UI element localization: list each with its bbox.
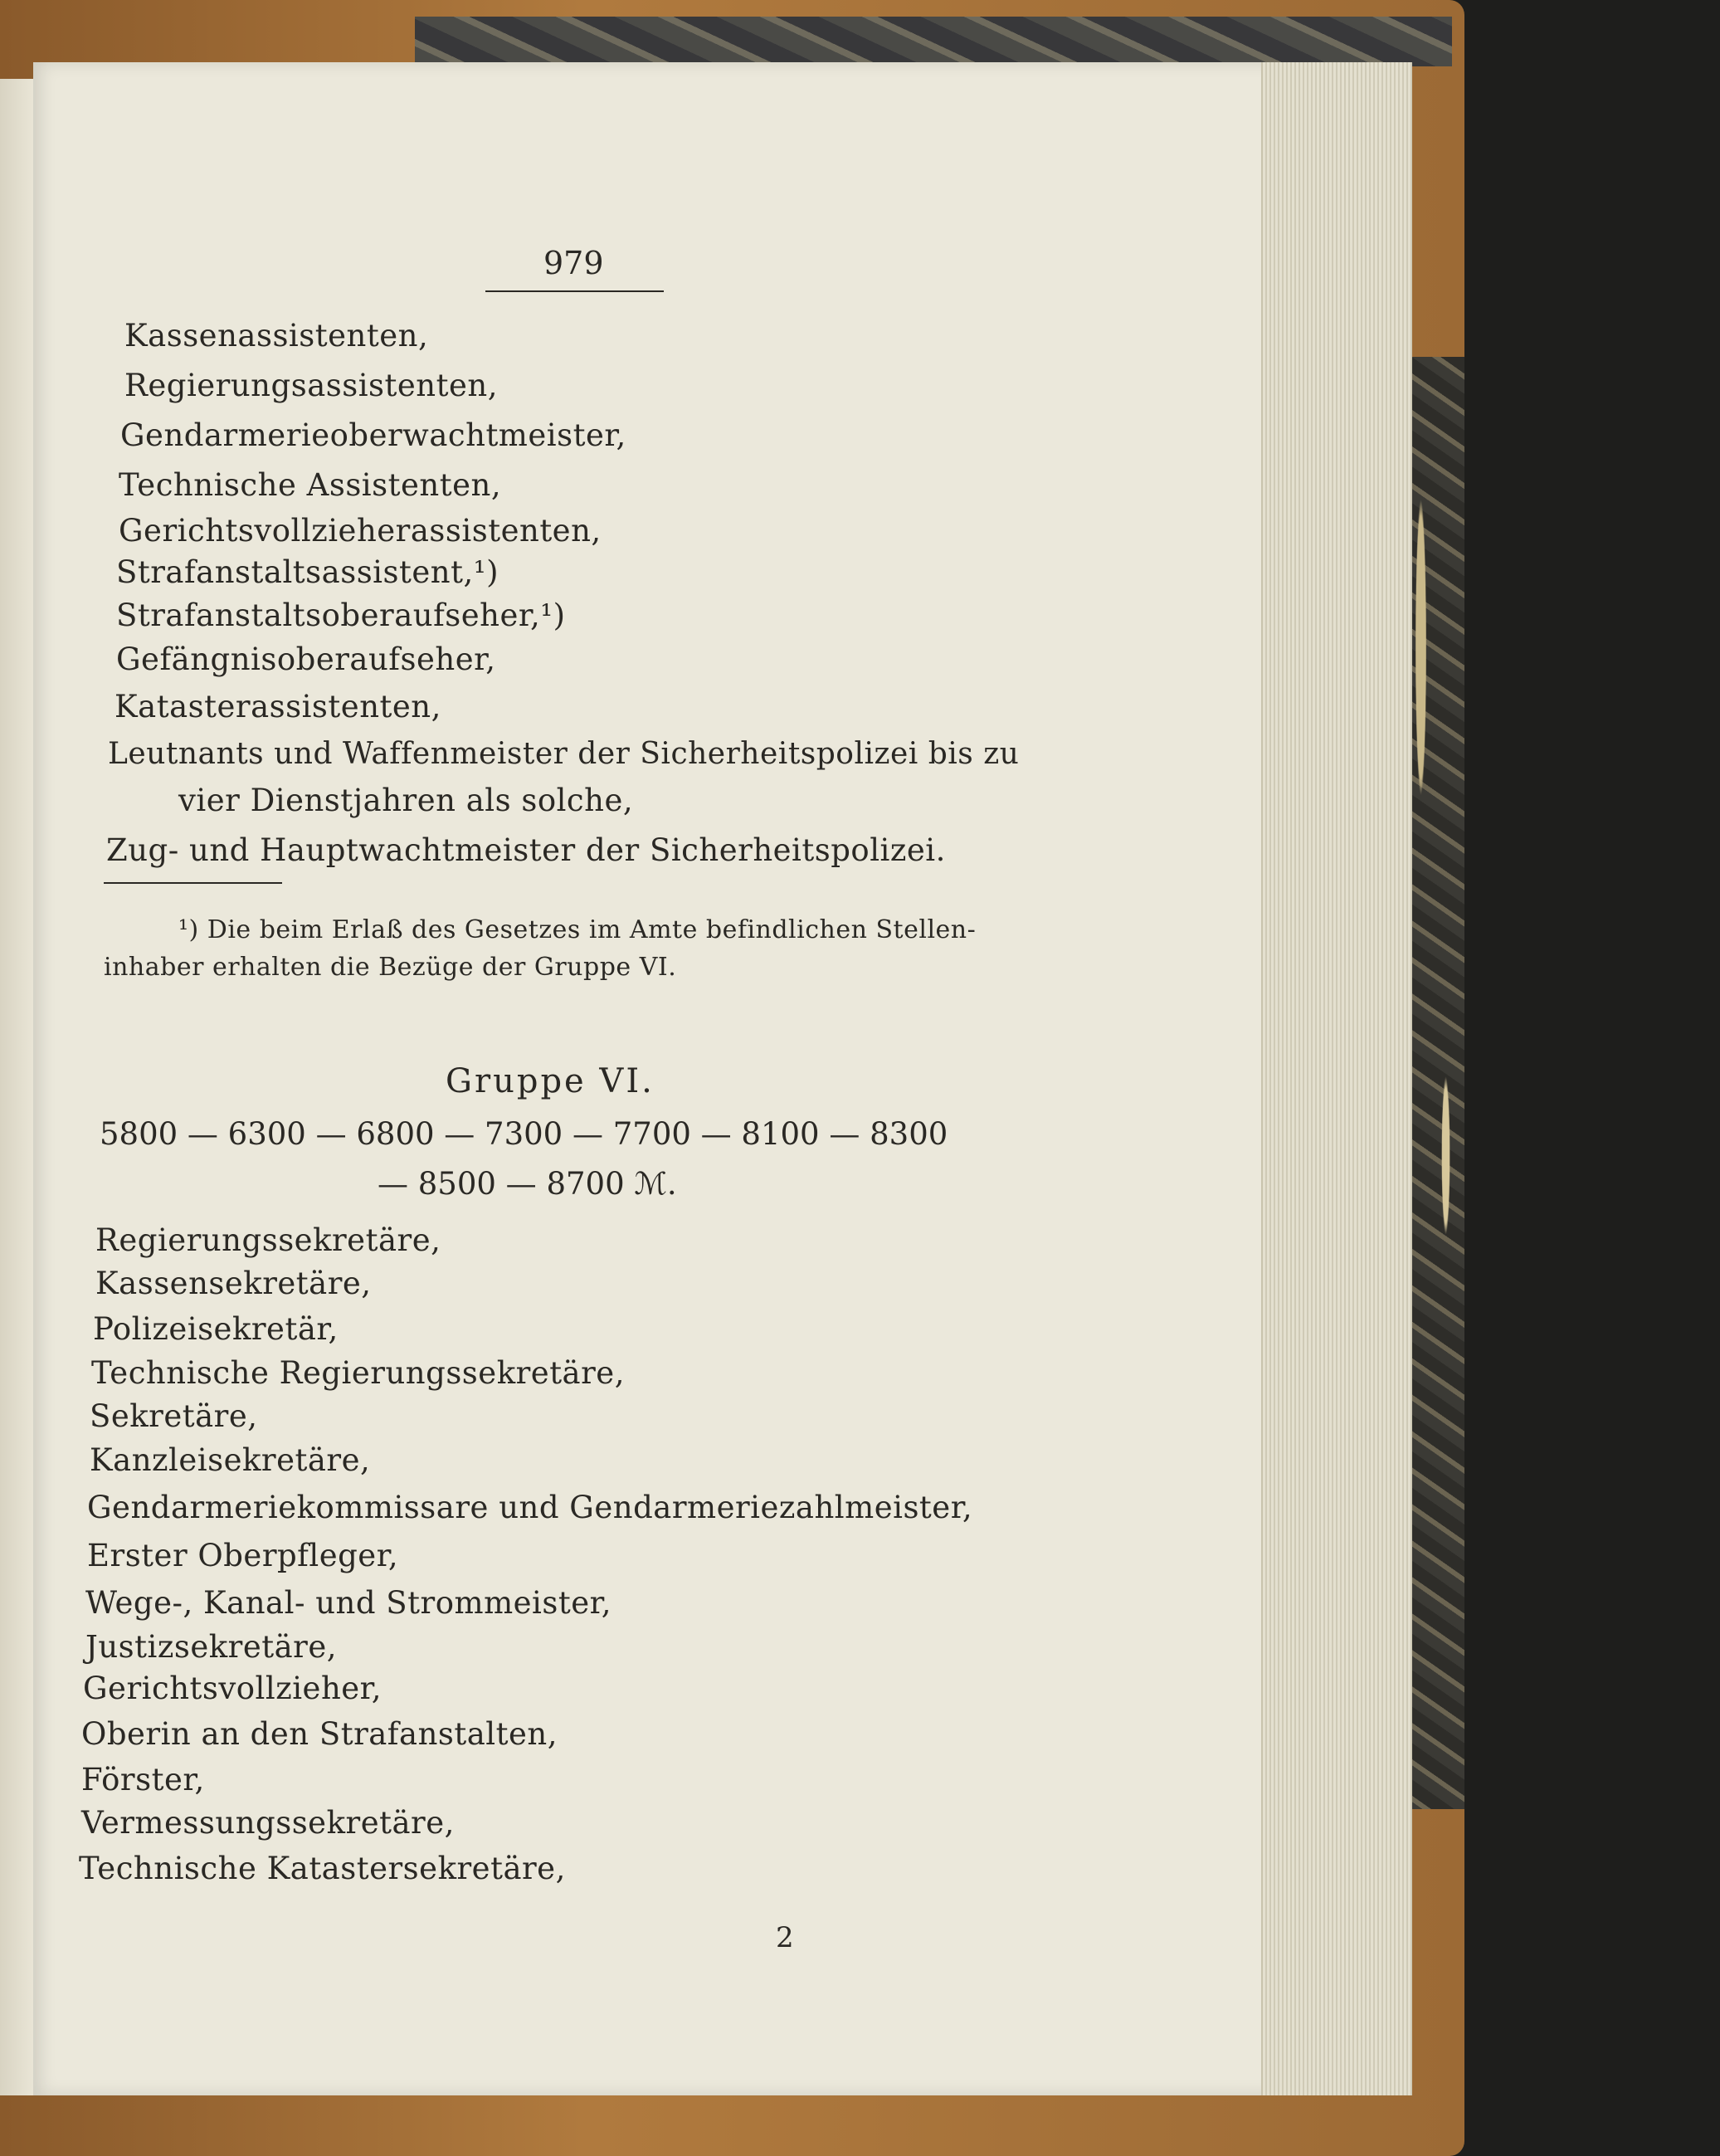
list-item: Justizsekretäre, [85, 1629, 338, 1665]
footnote-line: ¹) Die beim Erlaß des Gesetzes im Amte befindlichen Stellen- [178, 915, 977, 944]
list-item: Strafanstaltsoberaufseher,¹) [116, 598, 566, 633]
list-item: Oberin an den Strafanstalten, [81, 1716, 558, 1752]
list-item: Gendarmerieoberwachtmeister, [120, 417, 626, 453]
list-item: Gefängnisoberaufseher, [116, 641, 496, 677]
list-item: Technische Katastersekretäre, [79, 1851, 566, 1886]
list-item: Leutnants und Waffenmeister der Sicherheitspolizei bis zu [108, 737, 1020, 771]
left-page-edge [0, 79, 33, 2095]
marbled-endpaper-top [415, 17, 1452, 66]
footnote-rule [104, 882, 282, 884]
list-item: Regierungsassistenten, [124, 368, 498, 403]
header-rule [485, 290, 664, 292]
footnote-line: inhaber erhalten die Bezüge der Gruppe VI. [104, 953, 677, 982]
list-item: Kassenassistenten, [124, 318, 429, 354]
list-item: Gerichtsvollzieher, [83, 1671, 382, 1706]
list-item: Kassensekretäre, [95, 1266, 372, 1301]
list-item: Wege-, Kanal- und Strommeister, [85, 1585, 612, 1621]
list-item: Polizeisekretär, [93, 1311, 339, 1347]
salary-line: — 8500 — 8700 ℳ. [378, 1166, 677, 1202]
list-item: Strafanstaltsassistent,¹) [116, 554, 499, 590]
list-item: Erster Oberpfleger, [87, 1538, 399, 1573]
group-heading: Gruppe VI. [446, 1062, 655, 1100]
signature-mark: 2 [776, 1921, 794, 1954]
list-item: Gerichtsvollzieherassistenten, [119, 513, 602, 549]
list-item: Förster, [81, 1762, 205, 1797]
list-item: Vermessungssekretäre, [81, 1805, 455, 1841]
list-item: Technische Regierungssekretäre, [91, 1355, 625, 1391]
salary-line: 5800 — 6300 — 6800 — 7300 — 7700 — 8100 — 8300 [100, 1116, 948, 1152]
list-item: Gendarmeriekommissare und Gendarmeriezahlmeister, [87, 1490, 973, 1525]
list-item: Technische Assistenten, [119, 467, 502, 503]
list-item: Katasterassistenten, [115, 689, 441, 724]
list-item: Kanzleisekretäre, [90, 1442, 371, 1478]
page-number: 979 [543, 245, 604, 281]
list-item: vier Dienstjahren als solche, [178, 783, 634, 818]
list-item: Regierungssekretäre, [95, 1222, 441, 1258]
list-item: Sekretäre, [90, 1398, 258, 1434]
list-item: Zug- und Hauptwachtmeister der Sicherheitspolizei. [106, 832, 946, 868]
page-stack-edges [1261, 62, 1412, 2095]
